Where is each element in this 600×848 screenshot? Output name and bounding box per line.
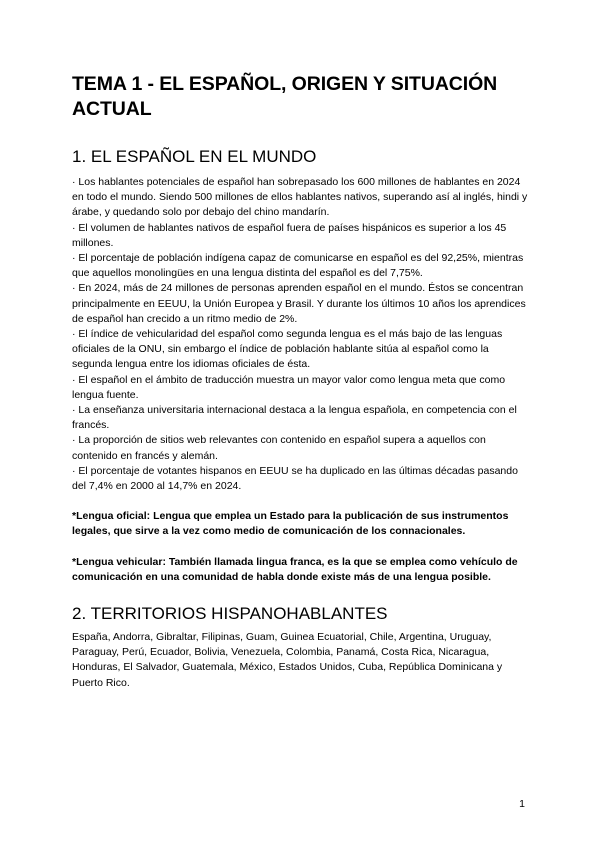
section-heading-espanol-en-el-mundo: 1. EL ESPAÑOL EN EL MUNDO	[72, 147, 317, 166]
document-title: TEMA 1 - EL ESPAÑOL, ORIGEN Y SITUACIÓN ACTUAL	[72, 73, 498, 120]
bullet-item: · El índice de vehicularidad del español como segunda lengua es el más bajo de las lenguas oficiales de la ONU, sin embargo el índice de población hablante sitúa al español como la segunda lengua entre los idiomas oficiales de ésta.	[72, 328, 503, 371]
bullet-item: · En 2024, más de 24 millones de personas aprenden español en el mundo. Éstos se concentran principalmente en EEUU, la Unión Europea y Brasil. Y durante los últimos 10 años los aprendices de español han crecido a un ritmo medio de 2%.	[72, 282, 526, 325]
territories-paragraph: España, Andorra, Gibraltar, Filipinas, Guam, Guinea Ecuatorial, Chile, Argentina, Uruguay, Paraguay, Perú, Ecuador, Bolivia, Venezuela, Colombia, Panamá, Costa Rica, Nicaragua, Honduras, El Salvador, Guatemala, México, Estados Unidos, Cuba, República Dominicana y Puerto Rico.	[72, 631, 503, 689]
bullet-item: · El porcentaje de población indígena capaz de comunicarse en español es del 92,25%, mientras que aquellos monolingües en una lengua distinta del español es del 7,75%.	[72, 252, 524, 280]
bullet-list	[72, 175, 528, 494]
bullet-item: · La proporción de sitios web relevantes con contenido en español supera a aquellos con contenido en francés y alemán.	[72, 434, 486, 462]
bullet-item: · El español en el ámbito de traducción muestra un mayor valor como lengua meta que como lengua fuente.	[72, 373, 506, 401]
bullet-item: · El porcentaje de votantes hispanos en EEUU se ha duplicado en las últimas décadas pasando del 7,4% en 2000 al 14,7% en 2024.	[72, 464, 518, 493]
bullet-item: · Los hablantes potenciales de español han sobrepasado los 600 millones de hablantes en 2024 en todo el mundo. Siendo 500 millones de ellos hablantes nativos, superando así al inglés, hindi y árabe, y quedando solo por debajo del chino mandarín.	[72, 176, 528, 219]
page-number: 1	[519, 798, 525, 810]
section-heading-territorios: 2. TERRITORIOS HISPANOHABLANTES	[72, 604, 388, 624]
definition-lengua-oficial: *Lengua oficial: Lengua que emplea un Estado para la publicación de sus instrumentos legales, que sirve a la vez como medio de comunicación de los connacionales.	[72, 510, 509, 538]
definition-lengua-vehicular: *Lengua vehicular: También llamada lingua franca, es la que se emplea como vehículo de comunicación en una comunidad de habla donde existe más de una lengua posible.	[72, 555, 518, 583]
bullet-item: · La enseñanza universitaria internacional destaca a la lengua española, en competencia con el francés.	[72, 404, 517, 432]
page-content	[72, 72, 528, 691]
bullet-item: · El volumen de hablantes nativos de español fuera de países hispánicos es superior a los 45 millones.	[72, 221, 507, 249]
